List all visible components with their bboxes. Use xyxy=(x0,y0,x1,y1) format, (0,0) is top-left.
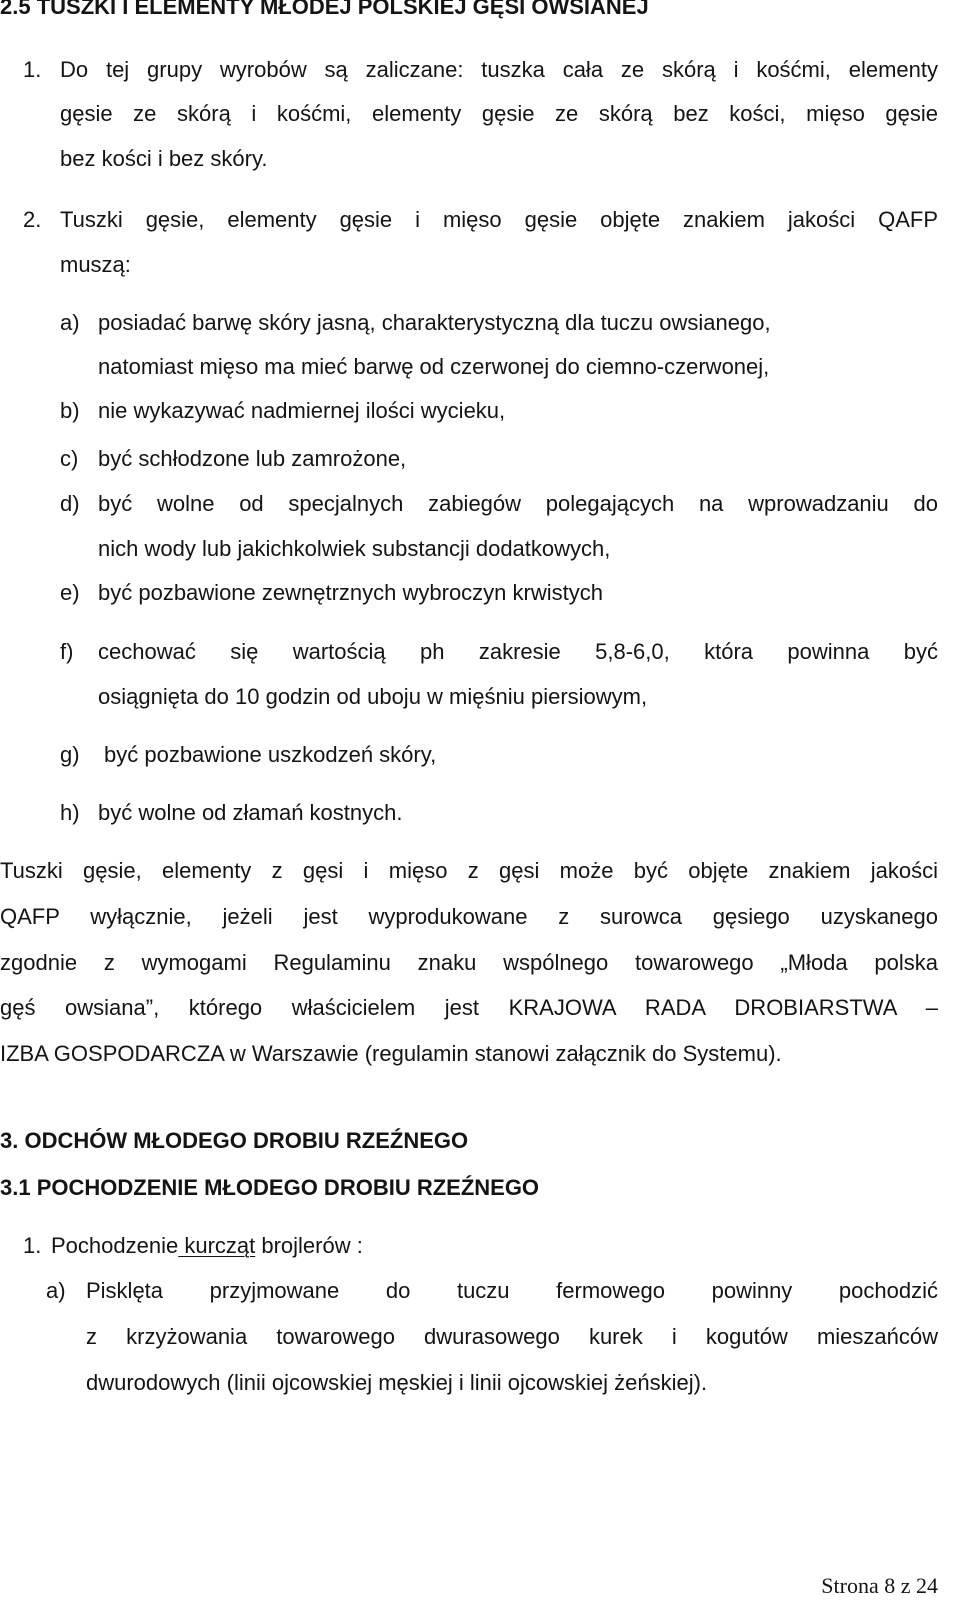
paragraph-line: IZBA GOSPODARCZA w Warszawie (regulamin stanowi załącznik do Systemu). xyxy=(0,1041,782,1066)
list-item-letter: b) xyxy=(60,398,80,423)
paragraph-line: bez kości i bez skóry. xyxy=(60,146,268,171)
paragraph-number: 1. xyxy=(23,1233,42,1258)
list-item-text: natomiast mięso ma mieć barwę od czerwonej do ciemno-czerwonej, xyxy=(98,354,770,379)
paragraph-line: Tuszki gęsie, elementy z gęsi i mięso z gęsi może być objęte znakiem jakości xyxy=(0,858,938,883)
paragraph-number: 1. xyxy=(23,57,42,82)
list-item-text: osiągnięta do 10 godzin od uboju w mięśniu piersiowym, xyxy=(98,684,648,709)
paragraph-number: 2. xyxy=(23,207,42,232)
list-item-text: posiadać barwę skóry jasną, charakterystyczną dla tuczu owsianego, xyxy=(98,310,771,335)
paragraph-line: gęś owsiana”, którego właścicielem jest KRAJOWA RADA DROBIARSTWA – xyxy=(0,995,938,1020)
list-item-text: nich wody lub jakichkolwiek substancji dodatkowych, xyxy=(98,536,611,561)
list-item-letter: d) xyxy=(60,491,80,516)
list-item-letter: c) xyxy=(60,446,79,471)
list-item-letter: g) xyxy=(60,742,80,767)
paragraph-line: zgodnie z wymogami Regulaminu znaku wspólnego towarowego „Młoda polska xyxy=(0,950,938,975)
section-heading-3: 3. ODCHÓW MŁODEGO DROBIU RZEŹNEGO xyxy=(0,1128,469,1153)
list-item-text: cechować się wartością ph zakresie 5,8-6,0, która powinna być xyxy=(98,639,938,664)
list-item-text: z krzyżowania towarowego dwurasowego kurek i kogutów mieszańców xyxy=(86,1324,938,1349)
paragraph-text: brojlerów : xyxy=(255,1233,363,1258)
underlined-space: kurcząt xyxy=(178,1233,256,1258)
list-item-text: być wolne od złamań kostnych. xyxy=(98,800,403,825)
list-item-letter: h) xyxy=(60,800,80,825)
section-heading-2-5: 2.5 TUSZKI I ELEMENTY MŁODEJ POLSKIEJ GĘSI OWSIANEJ xyxy=(0,0,649,19)
list-item-letter: f) xyxy=(60,639,74,664)
paragraph-line: Tuszki gęsie, elementy gęsie i mięso gęsie objęte znakiem jakości QAFP xyxy=(60,207,938,232)
list-item-letter: a) xyxy=(60,310,80,335)
page-number: Strona 8 z 24 xyxy=(821,1573,938,1598)
list-item-text: Pisklęta przyjmowane do tuczu fermowego powinny pochodzić xyxy=(86,1278,938,1303)
list-item-text: być wolne od specjalnych zabiegów polegających na wprowadzaniu do xyxy=(98,491,938,516)
list-item-text: dwurodowych (linii ojcowskiej męskiej i linii ojcowskiej żeńskiej). xyxy=(86,1370,708,1395)
paragraph-line xyxy=(51,1233,363,1259)
paragraph-line: gęsie ze skórą i kośćmi, elementy gęsie ze skórą bez kości, mięso gęsie xyxy=(60,101,938,126)
list-item-letter: a) xyxy=(46,1278,66,1303)
paragraph-line: muszą: xyxy=(60,252,131,277)
paragraph-line: QAFP wyłącznie, jeżeli jest wyprodukowane z surowca gęsiego uzyskanego xyxy=(0,904,938,929)
list-item-text: być schłodzone lub zamrożone, xyxy=(98,446,407,471)
section-heading-3-1: 3.1 POCHODZENIE MŁODEGO DROBIU RZEŹNEGO xyxy=(0,1175,540,1200)
list-item-letter: e) xyxy=(60,580,80,605)
paragraph-text: Pochodzenie xyxy=(51,1233,179,1258)
list-item-text: nie wykazywać nadmiernej ilości wycieku, xyxy=(98,398,506,423)
list-item-text: być pozbawione uszkodzeń skóry, xyxy=(104,742,437,767)
list-item-text: być pozbawione zewnętrznych wybroczyn krwistych xyxy=(98,580,603,605)
paragraph-line: Do tej grupy wyrobów są zaliczane: tuszka cała ze skórą i kośćmi, elementy xyxy=(60,57,938,82)
